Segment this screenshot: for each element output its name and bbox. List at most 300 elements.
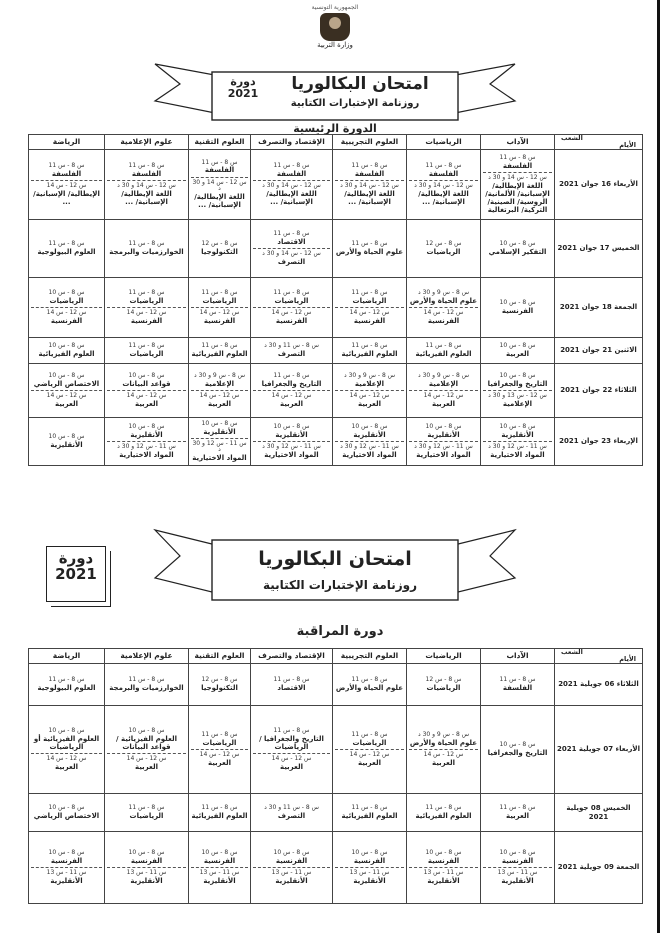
exam-slot xyxy=(31,180,102,206)
exam-subject: اللغة الإيطالية/ الإسبانية/ ... xyxy=(194,193,245,210)
exam-slot xyxy=(253,307,330,325)
exam-slot xyxy=(31,343,102,358)
top-banner xyxy=(150,56,520,131)
col-header: الإقتصاد والتصرف xyxy=(251,649,333,664)
exam-slot xyxy=(409,805,478,820)
control-session-title: دورة المراقبة xyxy=(296,624,384,639)
exam-time: س 8 - س 10 xyxy=(499,741,536,749)
exam-time: س 8 - س 11 xyxy=(201,158,238,166)
exam-slot xyxy=(253,290,330,305)
corner-cell xyxy=(555,649,643,664)
exam-slot xyxy=(31,867,102,885)
exam-slot xyxy=(483,241,552,256)
exam-cell xyxy=(29,664,105,706)
exam-slot xyxy=(191,160,248,175)
exam-time: س 8 - س 11 xyxy=(201,804,238,812)
exam-subject: الإعلامية xyxy=(354,379,385,388)
exam-cell xyxy=(105,832,189,904)
exam-time: س 12 - س 14 xyxy=(423,392,464,399)
exam-slot xyxy=(483,155,552,170)
bottom-title: امتحان البكالوريا xyxy=(258,548,412,570)
exam-slot xyxy=(107,390,186,408)
exam-subject: الفرنسية xyxy=(427,856,460,865)
exam-slot xyxy=(335,180,404,206)
exam-time: س 8 - س 11 xyxy=(273,676,310,684)
exam-slot xyxy=(107,180,186,206)
corner-cell xyxy=(555,135,643,150)
exam-subject: التكنولوجيا xyxy=(201,683,238,692)
exam-subject: اللغة الإيطالية/ الإسبانية/ ... xyxy=(121,189,172,206)
exam-slot xyxy=(409,732,478,747)
exam-time: س 8 - س 11 xyxy=(48,676,85,684)
exam-slot xyxy=(107,805,186,820)
exam-slot xyxy=(107,677,186,692)
exam-subject: العربية xyxy=(279,399,304,408)
exam-time: س 8 - س 9 و 30 د xyxy=(417,289,470,297)
exam-cell xyxy=(251,338,333,364)
table-row xyxy=(29,794,643,832)
exam-cell xyxy=(189,418,251,466)
exam-subject: العربية xyxy=(279,762,304,771)
exam-slot xyxy=(253,390,330,408)
exam-time: س 8 - س 11 xyxy=(128,676,165,684)
exam-subject: المواد الاختيارية xyxy=(416,450,471,459)
exam-time: س 8 - س 11 xyxy=(273,230,310,238)
exam-time: س 12 - س 14 xyxy=(271,392,312,399)
exam-time: س 8 - س 11 و 30 د xyxy=(264,342,319,350)
exam-cell xyxy=(481,338,555,364)
exam-time: س 12 - س 14 و 30 د xyxy=(414,181,473,189)
exam-slot xyxy=(31,434,102,449)
exam-cell xyxy=(251,706,333,794)
exam-cell xyxy=(251,220,333,278)
top-subtitle: روزنامة الإختبارات الكتابية xyxy=(290,98,420,109)
exam-subject: الفلسفة xyxy=(276,169,307,178)
exam-subject: المواد الاختيارية xyxy=(342,450,397,459)
exam-cell xyxy=(481,278,555,338)
exam-time: س 8 - س 9 و 30 د xyxy=(417,372,470,380)
exam-time: س 8 - س 10 xyxy=(48,433,85,441)
exam-subject: الأنقليزية xyxy=(427,430,460,439)
exam-slot xyxy=(335,677,404,692)
exam-slot xyxy=(483,343,552,358)
exam-subject: الخوارزميات والبرمجة xyxy=(109,247,184,256)
exam-subject: العلوم الفيزيائية xyxy=(341,349,398,358)
exam-time: س 12 - س 14 xyxy=(46,181,87,189)
exam-cell xyxy=(481,706,555,794)
exam-cell xyxy=(189,794,251,832)
exam-subject: الفرنسية xyxy=(203,316,236,325)
exam-subject: التاريخ والجغرافيا / الرياضيات xyxy=(259,734,324,751)
exam-time: س 8 - س 10 xyxy=(128,849,165,857)
exam-time: س 11 - س 13 xyxy=(423,869,464,876)
exam-subject: الفرنسية xyxy=(50,856,83,865)
ministry-name: وزارة التربية xyxy=(317,41,353,49)
ministry-emblem-icon xyxy=(320,13,350,41)
day-cell: الجمعة 09 جويلية 2021 xyxy=(555,832,643,904)
exam-time: س 12 - س 14 xyxy=(126,309,167,316)
exam-slot xyxy=(31,241,102,256)
exam-subject: الفلسفة xyxy=(131,169,162,178)
exam-subject: الرياضيات xyxy=(274,296,309,305)
exam-subject: الرياضيات xyxy=(352,738,387,747)
exam-cell xyxy=(407,664,481,706)
exam-cell xyxy=(407,418,481,466)
exam-time: س 8 - س 10 xyxy=(351,849,388,857)
exam-cell xyxy=(481,664,555,706)
bottom-year: 2021 xyxy=(55,564,97,583)
exam-time: س 12 - س 14 xyxy=(423,309,464,316)
col-header: علوم الإعلامية xyxy=(105,135,189,150)
exam-slot xyxy=(483,850,552,865)
exam-slot xyxy=(107,728,186,751)
exam-cell xyxy=(251,832,333,904)
exam-subject: الرياضيات xyxy=(426,247,461,256)
exam-time: س 11 - س 12 و 30 د xyxy=(340,443,399,450)
exam-cell xyxy=(251,150,333,220)
exam-time: س 8 - س 10 xyxy=(48,849,85,857)
exam-subject: الفلسفة xyxy=(502,161,533,170)
exam-subject: العربية xyxy=(505,811,530,820)
exam-time: س 11 - س 13 xyxy=(199,869,240,876)
exam-subject: علوم الحياة والأرض xyxy=(409,738,478,747)
exam-time: س 12 - س 14 xyxy=(199,392,240,399)
exam-slot xyxy=(31,728,102,751)
exam-cell xyxy=(333,338,407,364)
exam-time: س 11 - س 12 و 30 د xyxy=(192,439,247,454)
exam-slot xyxy=(107,290,186,305)
exam-time: س 11 - س 12 و 30 د xyxy=(488,443,547,450)
exam-slot xyxy=(107,163,186,178)
day-cell: الخميس 08 جويلية 2021 xyxy=(555,794,643,832)
exam-subject: العلوم الفيزيائية xyxy=(341,811,398,820)
exam-cell xyxy=(481,364,555,418)
exam-subject: الفلسفة xyxy=(51,169,82,178)
exam-subject: الفلسفة xyxy=(502,683,533,692)
table-row xyxy=(29,338,643,364)
exam-cell xyxy=(407,338,481,364)
col-header: الإقتصاد والتصرف xyxy=(251,135,333,150)
exam-cell xyxy=(29,150,105,220)
col-header: الرياضيات xyxy=(407,135,481,150)
exam-time: س 12 - س 14 xyxy=(199,751,240,758)
exam-slot xyxy=(409,867,478,885)
top-year-box xyxy=(218,76,268,99)
exam-slot xyxy=(191,805,248,820)
exam-time: س 8 - س 10 xyxy=(499,849,536,857)
exam-cell xyxy=(105,278,189,338)
exam-time: س 8 - س 11 xyxy=(128,240,165,248)
exam-subject: العربية xyxy=(207,758,232,767)
exam-subject: العلوم الفيزيائية xyxy=(415,811,472,820)
exam-slot xyxy=(335,867,404,885)
table-row xyxy=(29,418,643,466)
exam-time: س 8 - س 10 xyxy=(48,804,85,812)
corner-top: الشعب xyxy=(561,134,583,142)
exam-cell xyxy=(407,364,481,418)
exam-slot xyxy=(335,290,404,305)
exam-subject: العلوم الفيزيائية أو الرياضيات xyxy=(33,734,100,751)
exam-slot xyxy=(335,307,404,325)
exam-subject: العربية xyxy=(505,349,530,358)
exam-subject: الرياضيات xyxy=(129,296,164,305)
exam-cell xyxy=(29,278,105,338)
exam-time: س 8 - س 11 xyxy=(201,731,238,739)
exam-cell xyxy=(251,278,333,338)
table-row xyxy=(29,832,643,904)
day-cell: الخميس 17 جوان 2021 xyxy=(555,220,643,278)
exam-subject: الأنقليزية xyxy=(50,876,83,885)
exam-time: س 12 - س 13 و 30 د xyxy=(488,392,547,399)
day-cell: الجمعة 18 جوان 2021 xyxy=(555,278,643,338)
exam-subject: العربية xyxy=(207,399,232,408)
exam-cell xyxy=(105,150,189,220)
exam-slot xyxy=(31,677,102,692)
exam-slot xyxy=(253,805,330,820)
exam-subject: العربية xyxy=(431,399,456,408)
exam-cell xyxy=(407,706,481,794)
exam-time: س 11 - س 13 xyxy=(126,869,167,876)
exam-slot xyxy=(409,850,478,865)
exam-cell xyxy=(189,706,251,794)
exam-cell xyxy=(407,150,481,220)
col-header: العلوم التقنية xyxy=(189,135,251,150)
exam-time: س 12 - س 14 و 30 د xyxy=(192,178,247,193)
exam-subject: الأنقليزية xyxy=(203,876,236,885)
day-cell: الأربعاء 16 جوان 2021 xyxy=(555,150,643,220)
exam-cell xyxy=(333,364,407,418)
exam-time: س 8 - س 11 xyxy=(499,804,536,812)
exam-subject: العربية xyxy=(54,762,79,771)
exam-slot xyxy=(253,753,330,771)
exam-subject: الفلسفة xyxy=(354,169,385,178)
exam-time: س 8 - س 11 xyxy=(351,240,388,248)
exam-cell xyxy=(333,278,407,338)
exam-slot xyxy=(335,850,404,865)
exam-cell xyxy=(189,664,251,706)
exam-time: س 8 - س 9 و 30 د xyxy=(417,731,470,739)
exam-subject: الفرنسية xyxy=(501,306,534,315)
exam-time: س 8 - س 10 xyxy=(425,423,462,431)
exam-subject: الأنقليزية xyxy=(275,430,308,439)
exam-time: س 12 - س 14 و 30 د xyxy=(262,250,321,257)
exam-subject: العربية xyxy=(54,399,79,408)
exam-cell xyxy=(105,220,189,278)
exam-subject: العلوم الفيزيائية xyxy=(191,811,248,820)
day-cell: الثلاثاء 06 جويلية 2021 xyxy=(555,664,643,706)
bottom-subtitle: روزنامة الإختبارات الكتابية xyxy=(262,578,418,592)
exam-time: س 8 - س 12 xyxy=(425,676,462,684)
exam-time: س 8 - س 10 xyxy=(48,727,85,735)
exam-slot xyxy=(335,241,404,256)
bottom-banner xyxy=(150,520,520,615)
exam-cell xyxy=(333,832,407,904)
exam-subject: المواد الاختيارية xyxy=(192,454,247,463)
exam-cell xyxy=(189,832,251,904)
table-row xyxy=(29,150,643,220)
exam-slot xyxy=(409,163,478,178)
exam-time: س 8 - س 10 xyxy=(128,727,165,735)
exam-cell xyxy=(251,364,333,418)
exam-slot xyxy=(191,177,248,210)
exam-cell xyxy=(105,338,189,364)
exam-slot xyxy=(191,850,248,865)
exam-cell xyxy=(105,664,189,706)
exam-time: س 12 - س 14 و 30 د xyxy=(340,181,399,189)
exam-slot xyxy=(253,677,330,692)
exam-slot xyxy=(191,373,248,388)
exam-cell xyxy=(251,664,333,706)
exam-slot xyxy=(107,343,186,358)
main-session-title: الدورة الرئيسية xyxy=(293,122,377,135)
exam-subject: الفرنسية xyxy=(130,316,163,325)
exam-time: س 12 - س 14 و 30 د xyxy=(117,181,176,189)
exam-cell xyxy=(29,220,105,278)
exam-time: س 12 - س 14 xyxy=(199,309,240,316)
exam-subject: العلوم الفيزيائية xyxy=(415,349,472,358)
exam-cell xyxy=(29,418,105,466)
exam-time: س 8 - س 11 xyxy=(499,676,536,684)
corner-bottom: الأيام xyxy=(619,140,636,149)
exam-time: س 12 - س 14 xyxy=(349,309,390,316)
exam-cell xyxy=(29,364,105,418)
exam-time: س 12 - س 14 و 30 د xyxy=(262,181,321,189)
exam-subject: الأنقليزية xyxy=(50,440,83,449)
col-header: الرياضة xyxy=(29,649,105,664)
exam-slot xyxy=(253,163,330,178)
col-header: الرياضيات xyxy=(407,649,481,664)
exam-time: س 8 - س 11 xyxy=(273,372,310,380)
exam-time: س 8 - س 11 xyxy=(48,240,85,248)
exam-subject: الفرنسية xyxy=(130,856,163,865)
exam-time: س 8 - س 10 xyxy=(499,240,536,248)
exam-slot xyxy=(191,421,248,436)
exam-subject: العربية xyxy=(134,399,159,408)
control-session-table xyxy=(28,648,643,904)
exam-slot xyxy=(191,343,248,358)
exam-slot xyxy=(253,373,330,388)
table-row xyxy=(29,220,643,278)
exam-slot xyxy=(335,749,404,767)
exam-slot xyxy=(335,373,404,388)
exam-time: س 8 - س 9 و 30 د xyxy=(343,372,396,380)
exam-time: س 12 - س 14 xyxy=(349,751,390,758)
col-header: الآداب xyxy=(481,649,555,664)
exam-slot xyxy=(253,248,330,266)
exam-subject: الخوارزميات والبرمجة xyxy=(109,683,184,692)
exam-time: س 8 - س 11 xyxy=(273,289,310,297)
exam-time: س 12 - س 14 xyxy=(126,392,167,399)
exam-subject: التصرف xyxy=(277,257,306,266)
exam-subject: علوم الحياة والأرض xyxy=(335,247,404,256)
exam-subject: قواعد البيانات xyxy=(122,379,171,388)
exam-cell xyxy=(189,338,251,364)
exam-slot xyxy=(31,373,102,388)
exam-time: س 8 - س 11 xyxy=(499,153,536,161)
exam-subject: العلوم الفيزيائية xyxy=(38,349,95,358)
exam-subject: العربية xyxy=(134,762,159,771)
exam-time: س 8 - س 11 و 30 د xyxy=(264,804,319,812)
exam-time: س 12 - س 14 xyxy=(423,751,464,758)
exam-slot xyxy=(483,805,552,820)
exam-subject: العلوم البيولوجية xyxy=(37,247,96,256)
exam-slot xyxy=(191,390,248,408)
col-header: العلوم التجريبية xyxy=(333,649,407,664)
exam-slot xyxy=(107,424,186,439)
exam-subject: الفرنسية xyxy=(203,856,236,865)
exam-slot xyxy=(409,373,478,388)
exam-subject: المواد الاختيارية xyxy=(490,450,545,459)
exam-time: س 8 - س 10 xyxy=(273,423,310,431)
exam-slot xyxy=(107,867,186,885)
exam-slot xyxy=(253,424,330,439)
exam-cell xyxy=(333,150,407,220)
exam-subject: الفرنسية xyxy=(275,856,308,865)
exam-slot xyxy=(335,732,404,747)
exam-subject: الأنقليزية xyxy=(427,876,460,885)
exam-subject: الاختصاص الرياضي xyxy=(33,811,100,820)
exam-cell xyxy=(407,794,481,832)
exam-subject: اللغة الإيطالية/ الإسبانية/ الألمانية/ الروسية/ الصينية/ التركية/ البرتغالية xyxy=(485,181,550,214)
exam-time: س 8 - س 11 xyxy=(128,162,165,170)
exam-time: س 8 - س 11 xyxy=(201,289,238,297)
exam-slot xyxy=(253,850,330,865)
exam-time: س 8 - س 10 xyxy=(201,849,238,857)
exam-time: س 8 - س 11 xyxy=(351,289,388,297)
exam-cell xyxy=(105,794,189,832)
main-header-row xyxy=(29,135,643,150)
exam-cell xyxy=(189,220,251,278)
exam-subject: اللغة الإيطالية/ الإسبانية/ ... xyxy=(418,189,469,206)
exam-slot xyxy=(409,307,478,325)
exam-time: س 8 - س 11 xyxy=(425,162,462,170)
exam-slot xyxy=(253,343,330,358)
exam-slot xyxy=(107,373,186,388)
exam-subject: التصرف xyxy=(277,349,306,358)
exam-time: س 8 - س 11 xyxy=(425,804,462,812)
exam-subject: العربية xyxy=(357,399,382,408)
exam-slot xyxy=(483,300,552,315)
exam-cell xyxy=(481,150,555,220)
day-cell: الإربعاء 23 جوان 2021 xyxy=(555,418,643,466)
exam-slot xyxy=(191,732,248,747)
exam-time: س 8 - س 11 xyxy=(128,342,165,350)
exam-slot xyxy=(31,307,102,325)
exam-subject: علوم الحياة والأرض xyxy=(335,683,404,692)
exam-subject: الإعلامية xyxy=(204,379,235,388)
exam-cell xyxy=(407,832,481,904)
exam-subject: الاقتصاد xyxy=(277,683,306,692)
table-row xyxy=(29,664,643,706)
col-header: الرياضة xyxy=(29,135,105,150)
exam-slot xyxy=(107,307,186,325)
exam-time: س 8 - س 10 xyxy=(273,849,310,857)
exam-slot xyxy=(409,180,478,206)
col-header: الآداب xyxy=(481,135,555,150)
exam-slot xyxy=(107,441,186,459)
exam-cell xyxy=(189,278,251,338)
exam-time: س 8 - س 10 xyxy=(201,419,238,427)
exam-subject: العربية xyxy=(431,758,456,767)
exam-subject: الفرنسية xyxy=(427,316,460,325)
exam-slot xyxy=(335,163,404,178)
exam-time: س 8 - س 11 xyxy=(351,676,388,684)
exam-time: س 8 - س 11 xyxy=(425,342,462,350)
exam-subject: الفرنسية xyxy=(353,316,386,325)
exam-subject: الفرنسية xyxy=(50,316,83,325)
exam-time: س 12 - س 14 و 30 د xyxy=(488,173,547,181)
exam-slot xyxy=(335,390,404,408)
